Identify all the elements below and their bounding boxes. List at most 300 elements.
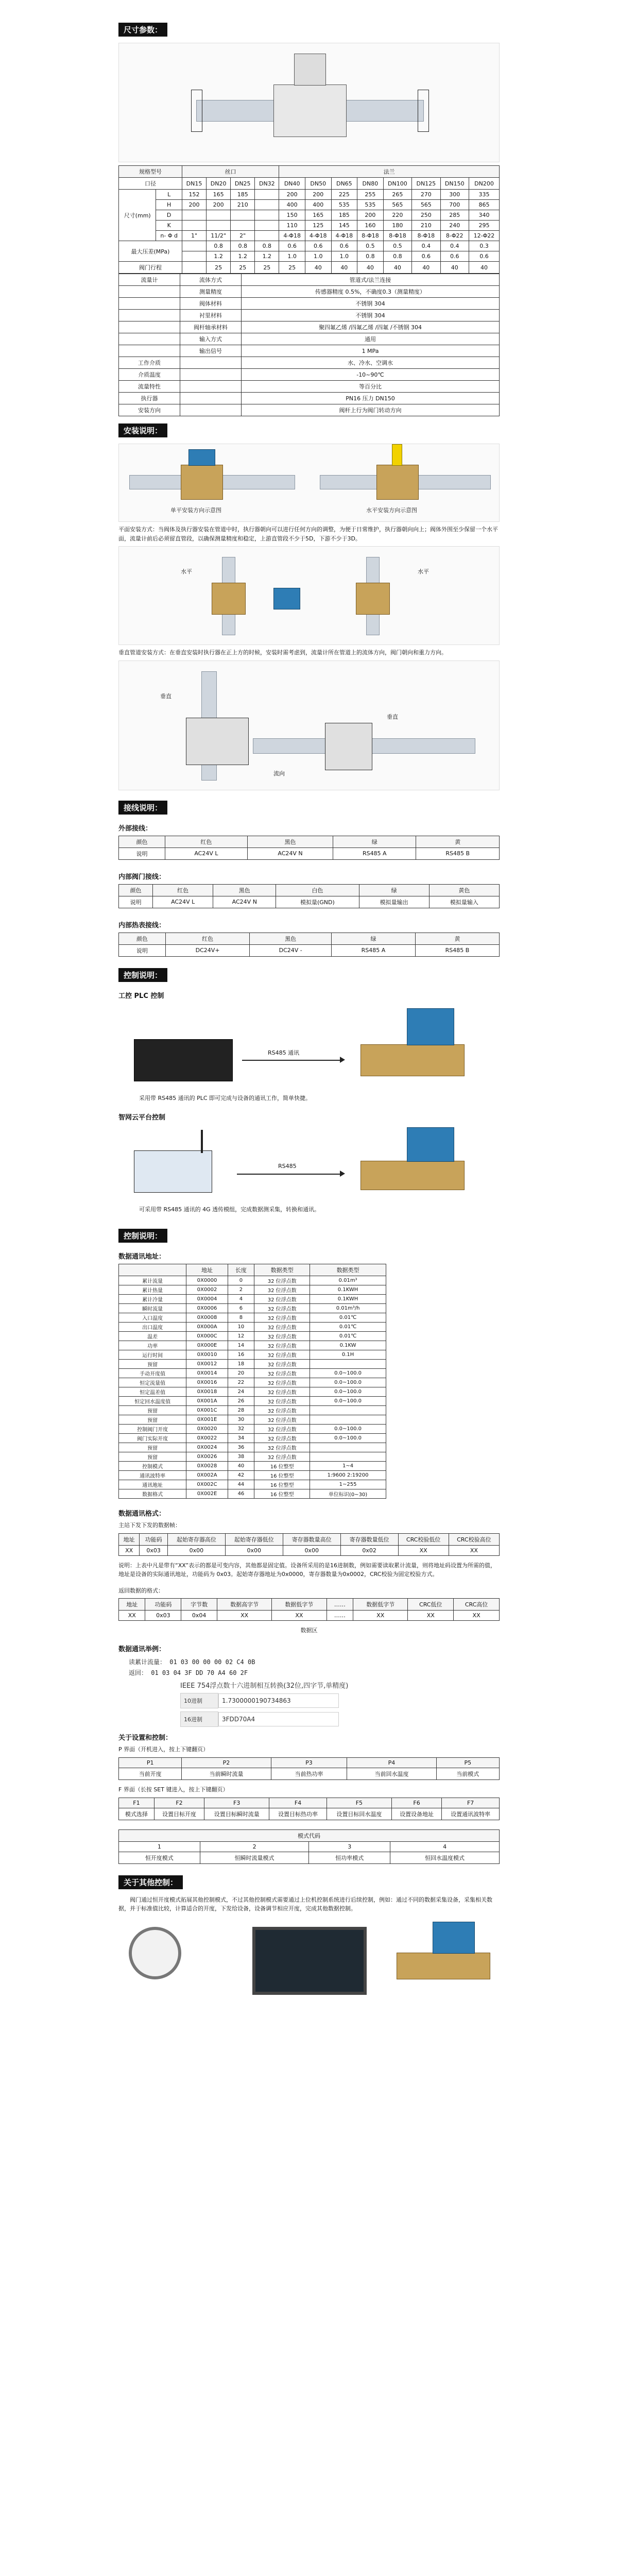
header-cell: 绿 <box>331 933 415 944</box>
label-flow: 流向 <box>273 770 285 777</box>
table-cell: 0.01℃ <box>310 1322 386 1331</box>
table-cell: 模拟量(GND) <box>276 896 359 908</box>
table-cell: 44 <box>228 1480 254 1489</box>
table-cell: 200 <box>182 200 206 210</box>
heat-wiring-title: 内部热表接线： <box>118 921 166 929</box>
header-cell: 地址 <box>119 1599 145 1611</box>
table-cell: 4-Φ18 <box>305 231 331 241</box>
table-cell: 32 位浮点数 <box>254 1433 310 1443</box>
table-cell: XX <box>353 1611 408 1621</box>
table-cell: DN150 <box>440 178 469 190</box>
table-cell: 模拟量输入 <box>429 896 499 908</box>
table-cell: 阀杆轴承材料 <box>180 321 242 333</box>
table-row <box>119 393 500 404</box>
table-cell: 0X0018 <box>186 1387 228 1396</box>
table-cell <box>310 1359 386 1368</box>
table-cell: DN200 <box>469 178 499 190</box>
about-figure <box>118 1917 500 2004</box>
table-cell: 165 <box>207 190 231 200</box>
example-reply <box>129 1668 500 1677</box>
cloud-figure <box>118 1125 500 1202</box>
table-cell: 通讯地址 <box>119 1480 186 1489</box>
table-cell: 阀门行程 <box>119 262 182 274</box>
table-cell: 设置目标回水温度 <box>327 1808 391 1820</box>
table-cell: D <box>156 210 182 221</box>
table-cell: 0X0002 <box>186 1285 228 1294</box>
table-cell: 200 <box>279 190 305 200</box>
table-row <box>119 1359 386 1368</box>
valve-body <box>273 84 347 137</box>
about-title: 关于其他控制： <box>118 1875 183 1889</box>
table-cell: 输出信号 <box>180 345 242 357</box>
table-cell: 0x00 <box>283 1545 340 1555</box>
table-cell: AC24V L <box>165 848 247 859</box>
table-cell: 32 位浮点数 <box>254 1276 310 1285</box>
table-cell: 210 <box>412 221 440 231</box>
table-cell: 8 <box>228 1313 254 1322</box>
table-cell: 0.1KWH <box>310 1285 386 1294</box>
header-cell: P3 <box>271 1757 347 1768</box>
table-cell: RS485 A <box>331 944 415 956</box>
dimension-table <box>118 165 500 274</box>
example-read <box>129 1657 500 1666</box>
hex-value[interactable]: 3FDD70A4 <box>218 1712 339 1726</box>
frame-title: 数据通讯格式： <box>118 1510 166 1518</box>
table-cell: 26 <box>228 1396 254 1405</box>
header-cell: 寄存器数量低位 <box>340 1533 398 1545</box>
table-row <box>119 1415 386 1424</box>
table-cell: 恒开度模式 <box>119 1852 200 1863</box>
table-cell: 4-Φ18 <box>279 231 305 241</box>
internal-wiring-table <box>118 884 500 908</box>
table-row <box>119 333 500 345</box>
table-cell: 8-Φ18 <box>357 231 384 241</box>
table-cell: 0 <box>228 1276 254 1285</box>
table-cell: 0.1KW <box>310 1341 386 1350</box>
table-cell: 0.1KWH <box>310 1294 386 1303</box>
table-cell <box>119 310 180 321</box>
header-cell: 黄色 <box>429 884 499 896</box>
table-cell: 0.5 <box>357 241 384 251</box>
table-row <box>119 298 500 310</box>
table-cell: 0x03 <box>145 1611 181 1621</box>
table-cell <box>231 221 255 231</box>
valve-horizontal-1 <box>181 465 223 500</box>
table-cell: 295 <box>469 221 499 231</box>
table-cell <box>310 1452 386 1461</box>
table-cell: 数据格式 <box>119 1489 186 1498</box>
table-cell: 0.8 <box>255 241 279 251</box>
table-cell: 通讯波特率 <box>119 1470 186 1480</box>
table-cell: 0X002A <box>186 1470 228 1480</box>
header-cell: 白色 <box>276 884 359 896</box>
table-cell: 管道式/法兰连接 <box>242 274 500 286</box>
header-cell: F3 <box>204 1798 269 1808</box>
table-cell: 0X0006 <box>186 1303 228 1313</box>
table-cell: 110 <box>279 221 305 231</box>
table-cell: XX <box>272 1611 327 1621</box>
actuator-yellow <box>392 444 402 466</box>
table-cell: 0.6 <box>440 251 469 262</box>
header-cell: P4 <box>347 1757 436 1768</box>
table-cell: 0X001A <box>186 1396 228 1405</box>
table-cell: 24 <box>228 1387 254 1396</box>
table-cell: 865 <box>469 200 499 210</box>
valve-vertical-3 <box>186 718 249 765</box>
table-cell: AC24V N <box>213 896 276 908</box>
table-cell: 0X000C <box>186 1331 228 1341</box>
header-cell: 规格型号 <box>119 166 182 178</box>
header-cell: 寄存器数量高位 <box>283 1533 340 1545</box>
table-row <box>119 241 500 251</box>
table-cell: 40 <box>305 262 331 274</box>
table-row <box>119 896 500 908</box>
table-cell: K <box>156 221 182 231</box>
table-row <box>119 1322 386 1331</box>
spec-table <box>118 274 500 416</box>
table-cell: 32 位浮点数 <box>254 1359 310 1368</box>
header-cell <box>119 1264 186 1276</box>
touch-panel <box>252 1927 367 1995</box>
header-cell: F4 <box>269 1798 327 1808</box>
table-cell: 0.01℃ <box>310 1313 386 1322</box>
table-cell: 0x04 <box>181 1611 217 1621</box>
table-cell: DN40 <box>279 178 305 190</box>
table-header-row <box>119 884 500 896</box>
table-row <box>119 369 500 381</box>
table-row <box>119 1285 386 1294</box>
table-cell: 32 位浮点数 <box>254 1285 310 1294</box>
table-cell: 0X0010 <box>186 1350 228 1359</box>
table-row <box>119 345 500 357</box>
table-cell: 40 <box>228 1461 254 1470</box>
table-cell: 0X0014 <box>186 1368 228 1378</box>
table-cell: DN32 <box>255 178 279 190</box>
table-cell: 25 <box>231 262 255 274</box>
table-cell: 145 <box>331 221 357 231</box>
table-header-row <box>119 1829 500 1841</box>
table-cell: 输入方式 <box>180 333 242 345</box>
table-cell: 0X002E <box>186 1489 228 1498</box>
table-row <box>119 262 500 274</box>
table-header-row <box>119 1798 500 1808</box>
table-cell: 设置目标热功率 <box>269 1808 327 1820</box>
reply-note: 返回数据的格式： <box>118 1587 164 1594</box>
table-header-row <box>119 1264 386 1276</box>
valve-horizontal-3 <box>325 723 372 770</box>
control-title: 控制说明： <box>118 968 167 982</box>
table-cell: 400 <box>305 200 331 210</box>
header-cell: 数据低字节 <box>353 1599 408 1611</box>
table-cell: 预留 <box>119 1452 186 1461</box>
table-cell: DN20 <box>207 178 231 190</box>
table-cell: DC24V+ <box>165 944 250 956</box>
gateway-module <box>134 1150 212 1193</box>
table-cell: 18 <box>228 1359 254 1368</box>
reply-data-area: 数据区 <box>300 1627 318 1634</box>
table-cell: 32 位浮点数 <box>254 1378 310 1387</box>
table-cell: 0X0016 <box>186 1378 228 1387</box>
hex-label: 16进制 <box>180 1711 218 1727</box>
table-cell: 400 <box>279 200 305 210</box>
table-cell: 32 位浮点数 <box>254 1387 310 1396</box>
header-cell: 丝口 <box>182 166 279 178</box>
table-cell: 预留 <box>119 1405 186 1415</box>
table-cell <box>310 1415 386 1424</box>
header-cell: 绿 <box>333 836 416 848</box>
table-row <box>119 1768 500 1780</box>
table-cell: 25 <box>255 262 279 274</box>
frame-description: 说明：上表中凡是带有“XX”表示的都是可变内容，其他都是固定值。设备所采用的是16进制数，例如需要读取累计流量，则将地址码设置为所需的值，地址是设备的实际通讯地址，功能码为 0x03。起始寄存器地址为0x0000，寄存器数量为0x0002，CRC校验为固定校验方式。 <box>118 1562 496 1578</box>
external-wiring-title: 外部接线： <box>118 824 152 833</box>
table-cell: 0.8 <box>231 241 255 251</box>
table-cell: 阀体材料 <box>180 298 242 310</box>
table-cell: 0.6 <box>279 241 305 251</box>
table-cell: 46 <box>228 1489 254 1498</box>
table-cell: 0.0~100.0 <box>310 1368 386 1378</box>
header-cell: CRC校验高位 <box>449 1533 499 1545</box>
table-cell: 16 位整型 <box>254 1461 310 1470</box>
table-cell: 0x03 <box>140 1545 168 1555</box>
table-cell: 测量精度 <box>180 286 242 298</box>
plc-arrow-head <box>340 1057 345 1063</box>
install-figure-2 <box>118 546 500 645</box>
table-cell: 32 位浮点数 <box>254 1396 310 1405</box>
table-cell: 22 <box>228 1378 254 1387</box>
table-cell <box>180 369 242 381</box>
table-cell: 0.5 <box>383 241 411 251</box>
table-header-row <box>119 1757 500 1768</box>
header-cell: F7 <box>442 1798 500 1808</box>
p-screen-table <box>118 1757 500 1780</box>
table-cell <box>231 210 255 221</box>
table-cell: n- Φ d <box>156 231 182 241</box>
table-cell: 口径 <box>119 178 182 190</box>
ieee-title: IEEE 754浮点数十六进制相互转换(32位,四字节,单精度) <box>180 1682 349 1690</box>
table-cell: DN25 <box>231 178 255 190</box>
table-cell: 介质温度 <box>119 369 180 381</box>
table-cell: 0X0020 <box>186 1424 228 1433</box>
table-cell: RS485 B <box>416 848 500 859</box>
install-title: 安装说明： <box>118 423 167 437</box>
table-cell: 当前瞬时流量 <box>182 1768 271 1780</box>
table-row <box>119 1378 386 1387</box>
install-paragraph-1: 平面安装方式：当阀体及执行器安装在管道中时，执行器朝向可以进行任何方向的调整，为便于日常维护，执行器朝向向上；阀体外围至少保留一个水平面，流量计前后必须留直管段，以确保测量精度和稳定，上游直管段不少于5D，下游不少于3D。 <box>118 526 498 542</box>
table-cell: 0.1H <box>310 1350 386 1359</box>
table-cell: 125 <box>305 221 331 231</box>
table-cell: 6 <box>228 1303 254 1313</box>
table-cell: 40 <box>383 262 411 274</box>
table-cell: 预留 <box>119 1359 186 1368</box>
table-cell <box>255 200 279 210</box>
table-cell: 255 <box>357 190 384 200</box>
table-cell: 0.0~100.0 <box>310 1378 386 1387</box>
table-cell: 1:9600 2:19200 <box>310 1470 386 1480</box>
flange-right <box>418 90 429 132</box>
table-cell: 0x00 <box>225 1545 283 1555</box>
table-cell: 0X001C <box>186 1405 228 1415</box>
table-cell: 0.01m³/h <box>310 1303 386 1313</box>
label-vertical-2: 垂直 <box>387 713 398 720</box>
table-cell: 说明 <box>119 896 153 908</box>
table-cell: 恒定回水温度值 <box>119 1396 186 1405</box>
table-cell: 1.2 <box>207 251 231 262</box>
table-cell <box>182 241 206 251</box>
plc-unit <box>134 1039 233 1081</box>
table-cell: DN80 <box>357 178 384 190</box>
table-cell <box>119 333 180 345</box>
table-cell: 0X0024 <box>186 1443 228 1452</box>
table-cell: XX <box>398 1545 449 1555</box>
table-cell: 恒功率模式 <box>309 1852 390 1863</box>
table-cell: 1.2 <box>255 251 279 262</box>
install-caption-1: 单平安装方向示意图 <box>170 507 221 514</box>
table-cell: -10~90℃ <box>242 369 500 381</box>
table-cell: 28 <box>228 1405 254 1415</box>
header-cell: F6 <box>391 1798 441 1808</box>
table-row <box>119 1433 386 1443</box>
table-row <box>119 221 500 231</box>
about-actuator <box>433 1922 475 1954</box>
table-cell: 累计流量 <box>119 1276 186 1285</box>
header-cell: 颜色 <box>119 933 166 944</box>
table-cell: 285 <box>440 210 469 221</box>
table-cell: 恒定流量值 <box>119 1378 186 1387</box>
table-cell: 36 <box>228 1443 254 1452</box>
table-cell: XX <box>217 1611 271 1621</box>
table-cell: 1.0 <box>279 251 305 262</box>
table-cell: DN15 <box>182 178 206 190</box>
table-row <box>119 1489 386 1498</box>
table-cell: 等百分比 <box>242 381 500 393</box>
table-row <box>119 944 500 956</box>
decimal-value[interactable]: 1.7300000190734863 <box>218 1693 339 1708</box>
table-cell: 30 <box>228 1415 254 1424</box>
hex-row <box>180 1711 500 1727</box>
example-title: 数据通讯举例： <box>118 1646 166 1654</box>
table-row <box>119 190 500 200</box>
table-row <box>119 200 500 210</box>
table-cell: 0.8 <box>383 251 411 262</box>
table-row <box>119 1313 386 1322</box>
table-cell: 1.2 <box>231 251 255 262</box>
table-cell: 累计热量 <box>119 1285 186 1294</box>
table-cell <box>182 210 206 221</box>
table-cell <box>180 393 242 404</box>
table-cell: 功率 <box>119 1341 186 1350</box>
table-cell: 4-Φ18 <box>331 231 357 241</box>
plc-arrow-line <box>242 1060 340 1061</box>
table-cell: 14 <box>228 1341 254 1350</box>
header-cell: 字节数 <box>181 1599 217 1611</box>
table-cell <box>119 345 180 357</box>
table-cell: 0.6 <box>305 241 331 251</box>
table-cell: 40 <box>469 262 499 274</box>
table-row <box>119 1405 386 1415</box>
label-horizontal-2: 水平 <box>418 568 429 575</box>
table-cell: 0X0004 <box>186 1294 228 1303</box>
table-cell: 335 <box>469 190 499 200</box>
table-cell: 32 位浮点数 <box>254 1303 310 1313</box>
table-cell: 250 <box>412 210 440 221</box>
table-cell: 8-Φ18 <box>383 231 411 241</box>
about-valve <box>397 1953 490 1979</box>
valve-vertical-1 <box>212 583 246 615</box>
table-row <box>119 1350 386 1359</box>
header-cell: 红色 <box>165 836 247 848</box>
table-cell: RS485 B <box>415 944 499 956</box>
frame-table <box>118 1533 500 1556</box>
table-cell: 535 <box>331 200 357 210</box>
table-cell: 流体方式 <box>180 274 242 286</box>
table-cell: 34 <box>228 1433 254 1443</box>
table-cell: 0.0~100.0 <box>310 1387 386 1396</box>
actuator-vertical <box>273 588 300 609</box>
cloud-arrow-line <box>237 1174 340 1175</box>
table-cell: 不锈钢 304 <box>242 298 500 310</box>
reply-table <box>118 1598 500 1621</box>
table-cell: 32 位浮点数 <box>254 1350 310 1359</box>
header-cell: P2 <box>182 1757 271 1768</box>
table-row <box>119 310 500 321</box>
table-cell: 设置目标瞬时流量 <box>204 1808 269 1820</box>
table-cell: 水、冷水、空调水 <box>242 357 500 369</box>
label-vertical-1: 垂直 <box>160 692 171 700</box>
table-cell: 40 <box>331 262 357 274</box>
table-cell: 0X0012 <box>186 1359 228 1368</box>
table-cell: 4 <box>228 1294 254 1303</box>
f-screen-note: F 界面（长按 SET 键进入，按上下键翻页） <box>118 1786 229 1793</box>
table-row <box>119 1480 386 1489</box>
table-cell: RS485 A <box>333 848 416 859</box>
table-cell: 32 位浮点数 <box>254 1331 310 1341</box>
table-cell: 0.4 <box>412 241 440 251</box>
table-cell: 温差 <box>119 1331 186 1341</box>
table-cell: 尺寸(mm) <box>119 190 156 241</box>
table-cell: 700 <box>440 200 469 210</box>
table-cell: 38 <box>228 1452 254 1461</box>
table-cell: 32 位浮点数 <box>254 1368 310 1378</box>
table-cell: 说明 <box>119 848 165 859</box>
table-cell <box>180 381 242 393</box>
table-cell: 预留 <box>119 1443 186 1452</box>
table-cell: 12 <box>228 1331 254 1341</box>
table-cell: 0X0022 <box>186 1433 228 1443</box>
cloud-actuator <box>407 1127 454 1162</box>
header-cell: 黑色 <box>213 884 276 896</box>
table-cell: 当前回水温度 <box>347 1768 436 1780</box>
table-header-row <box>119 1599 500 1611</box>
table-cell: 恒瞬时流量模式 <box>200 1852 309 1863</box>
table-cell: 传感器精度 0.5%，不确度0.3（测量精度） <box>242 286 500 298</box>
header-cell: …… <box>327 1599 353 1611</box>
table-cell: 40 <box>440 262 469 274</box>
actuator-outline <box>294 54 326 86</box>
table-cell: 0.6 <box>469 251 499 262</box>
table-cell: 2 <box>228 1285 254 1294</box>
plc-control-title: 工控 PLC 控制 <box>118 992 164 1000</box>
table-cell: 阀杆上行为阀门转动方向 <box>242 404 500 416</box>
table-cell: 200 <box>305 190 331 200</box>
table-cell: 32 位浮点数 <box>254 1294 310 1303</box>
table-row <box>119 1387 386 1396</box>
header-cell: 地址 <box>186 1264 228 1276</box>
table-cell <box>182 262 206 274</box>
table-cell: 32 位浮点数 <box>254 1443 310 1452</box>
table-cell: 42 <box>228 1470 254 1480</box>
table-cell: XX <box>408 1611 454 1621</box>
table-cell: 8-Φ22 <box>440 231 469 241</box>
